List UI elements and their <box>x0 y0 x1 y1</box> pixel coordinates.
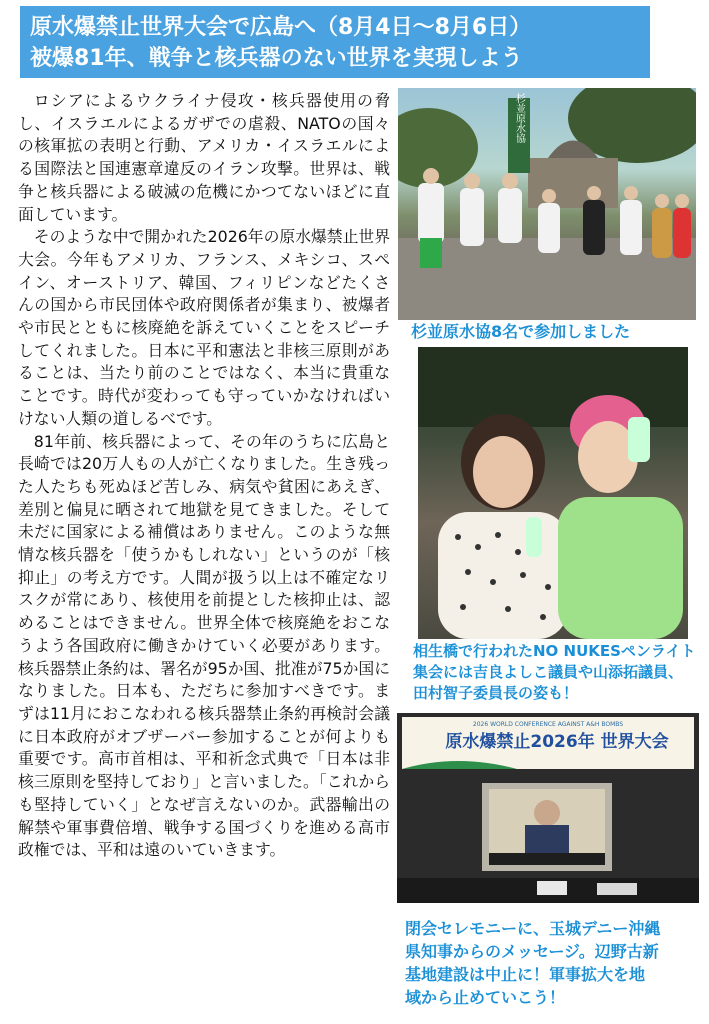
photo1-caption: 杉並原水協8名で参加しました <box>411 322 631 341</box>
photo3-caption-line2: 県知事からのメッセージ。辺野古新 <box>405 942 659 961</box>
penlight-rally-photo <box>418 347 688 639</box>
page-header <box>20 6 650 78</box>
article-body <box>18 90 390 862</box>
conference-stage-illustration <box>397 713 699 903</box>
banner-text: 杉並原水協 <box>513 93 525 143</box>
banner-title-text: 原水爆禁止2026年 世界大会 <box>445 732 669 752</box>
article-paragraph-3: 81年前、核兵器によって、その年のうちに広島と長崎では20万人もの人が亡くなりました。生き残った人たちも死ぬほど苦しみ、病気や貧困にあえぎ、差別と偏見に晒されて地獄を見てきました。そして未だに国家による補償はありません。このような無情な核兵器を「使うかもしれない」というのが「核抑止」の考え方です。人間が扱う以上は不確定なリスクが常にあり、核使用を前提とした核抑止は、認めることはできません。世界全体で核廃絶をおこなうよう各国政府に働きかけていく必要があります。核兵器禁止条約は、署名が95か国、批准が75か国になりました。日本も、ただちに参加すべきです。まずは11月におこなわれる核兵器禁止条約再検討会議に日本政府がオブザーバー参加することが何よりも重要です。高市首相は、平和祈念式典で「日本は非核三原則を堅持しており」と言いました。「これからも堅持していく」となぜ言えないのか。武器輸出の解禁や軍事費倍増、戦争する国づくりを進める高市政権では、平和は遠のいていきます。 <box>18 431 390 860</box>
photo3-caption-line3: 基地建設は中止に！軍事拡大を地 <box>405 965 646 984</box>
photo3-caption-line1: 閉会セレモニーに、玉城デニー沖縄 <box>405 919 661 938</box>
photo3-caption <box>405 917 660 1009</box>
photo2-caption <box>413 641 696 704</box>
banner-small-text: 2026 WORLD CONFERENCE AGAINST A&H BOMBS <box>472 721 624 728</box>
penlight-rally-illustration <box>418 347 688 639</box>
photo3-caption-line4: 域から止めていこう！ <box>405 988 566 1007</box>
photo2-caption-line3: 田村智子委員長の姿も！ <box>413 684 579 702</box>
conference-stage-photo <box>397 713 699 903</box>
article-paragraph-1: ロシアによるウクライナ侵攻・核兵器使用の脅し、イスラエルによるガザでの虐殺、NATOの国々の核軍拡の表明と行動、アメリカ・イスラエルによる国際法と国連憲章違反のイラン攻撃。世界は、戦争と核兵器による破滅の危機にかつてないほどに直面しています。 <box>18 91 390 224</box>
header-title-line1: 原水爆禁止世界大会で広島へ（8月4日～8月6日） <box>30 15 532 40</box>
article-paragraph-2: そのような中で開かれた2026年の原水爆禁止世界大会。今年もアメリカ、フランス、メキシコ、スペイン、オーストリア、韓国、フィリピンなどたくさんの国から市民団体や政府関係者が集まり、被爆者や市民とともに核廃絶を訴えていくことをスピーチしてくれました。日本に平和憲法と非核三原則があることは、当たり前のことではなく、本当に貴重なことです。時代が変わっても守っていかなければいけない人類の道しるべです。 <box>18 227 390 428</box>
group-photo <box>398 88 696 320</box>
group-photo-illustration <box>398 88 696 320</box>
header-title-line2: 被爆81年、戦争と核兵器のない世界を実現しよう <box>30 46 523 71</box>
photo2-caption-line1: 相生橋で行われたNO NUKESペンライト <box>413 642 696 660</box>
photo2-caption-line2: 集会には吉良よしこ議員や山添拓議員、 <box>413 663 684 681</box>
